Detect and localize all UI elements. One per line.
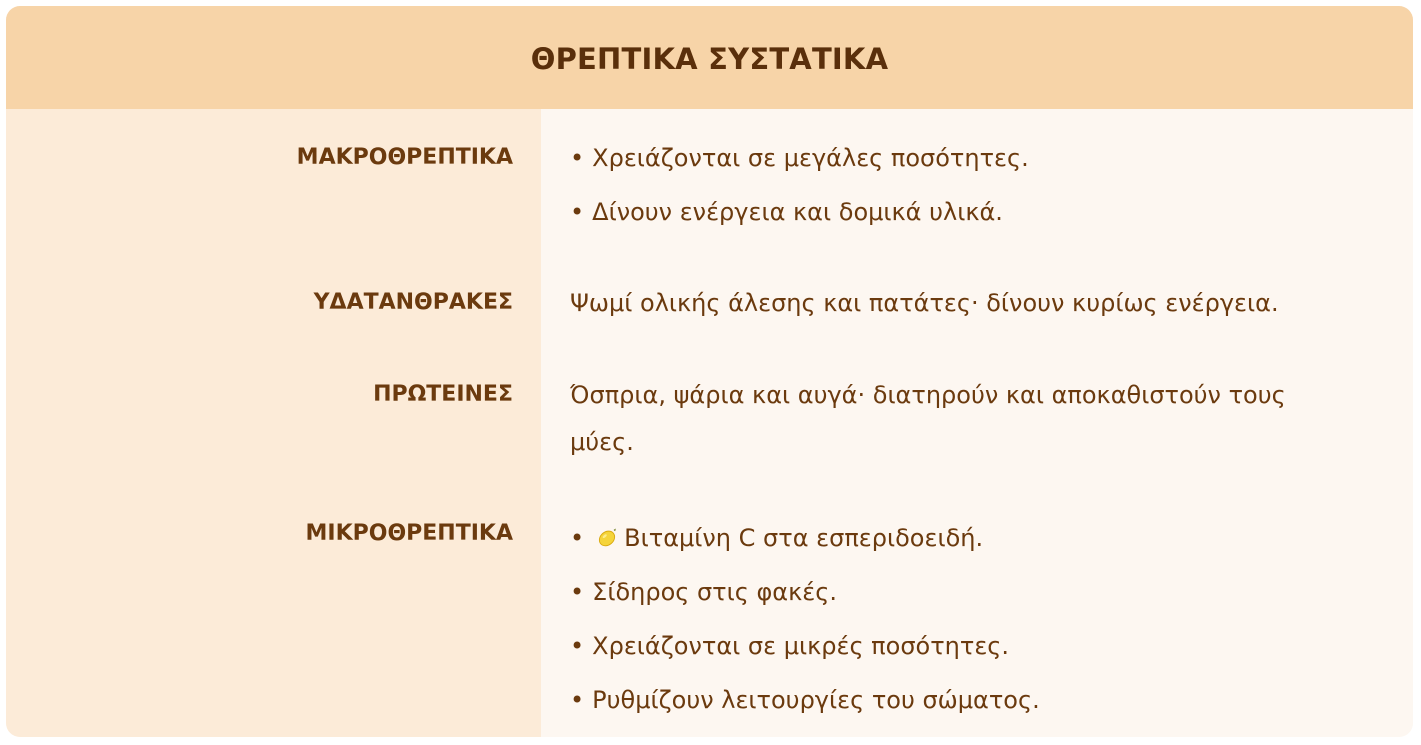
row-label-carbohydrates: ΥΔΑΤΑΝΘΡΑΚΕΣ [313, 290, 513, 315]
card-title: ΘΡΕΠΤΙΚΑ ΣΥΣΤΑΤΙΚΑ [530, 41, 889, 76]
list-item [570, 619, 1353, 673]
bullet-text: Χρειάζονται σε μικρές ποσότητες. [592, 632, 1010, 660]
list-item [570, 565, 1353, 619]
row-content-carbohydrates: Ψωμί ολικής άλεσης και πατάτες· δίνουν κυρίως ενέργεια. [570, 289, 1279, 317]
nutrients-card [6, 6, 1413, 737]
row-content-proteins: Όσπρια, ψάρια και αυγά· διατηρούν και αποκαθιστούν τους μύες. [570, 381, 1286, 456]
list-item [570, 131, 1353, 185]
lemon-icon [596, 527, 618, 549]
bullet-text: Βιταμίνη C στα εσπεριδοειδή. [624, 524, 984, 552]
list-item [570, 511, 1353, 565]
list-item [570, 673, 1353, 727]
bullet-dot: • [570, 198, 585, 226]
row-label-micronutrients: ΜΙΚΡΟΘΡΕΠΤΙΚΑ [305, 521, 513, 546]
bullet-text: Ρυθμίζουν λειτουργίες του σώματος. [592, 686, 1040, 714]
bullet-text: Σίδηρος στις φακές. [592, 578, 837, 606]
bullet-text: Δίνουν ενέργεια και δομικά υλικά. [592, 198, 1003, 226]
list-item [570, 185, 1353, 239]
row-label-macronutrients: ΜΑΚΡΟΘΡΕΠΤΙΚΑ [296, 145, 513, 170]
card-header [6, 6, 1413, 109]
row-content-micronutrients [570, 511, 1353, 727]
bullet-dot: • [570, 632, 585, 660]
card-body [6, 109, 1413, 737]
label-column [6, 109, 541, 737]
row-label-proteins: ΠΡΩΤΕΙΝΕΣ [373, 382, 513, 407]
bullet-dot: • [570, 686, 585, 714]
content-column [541, 109, 1413, 737]
bullet-dot: • [570, 524, 585, 552]
bullet-text: Χρειάζονται σε μεγάλες ποσότητες. [592, 144, 1029, 172]
bullet-dot: • [570, 144, 585, 172]
bullet-dot: • [570, 578, 585, 606]
row-content-macronutrients [570, 131, 1353, 239]
